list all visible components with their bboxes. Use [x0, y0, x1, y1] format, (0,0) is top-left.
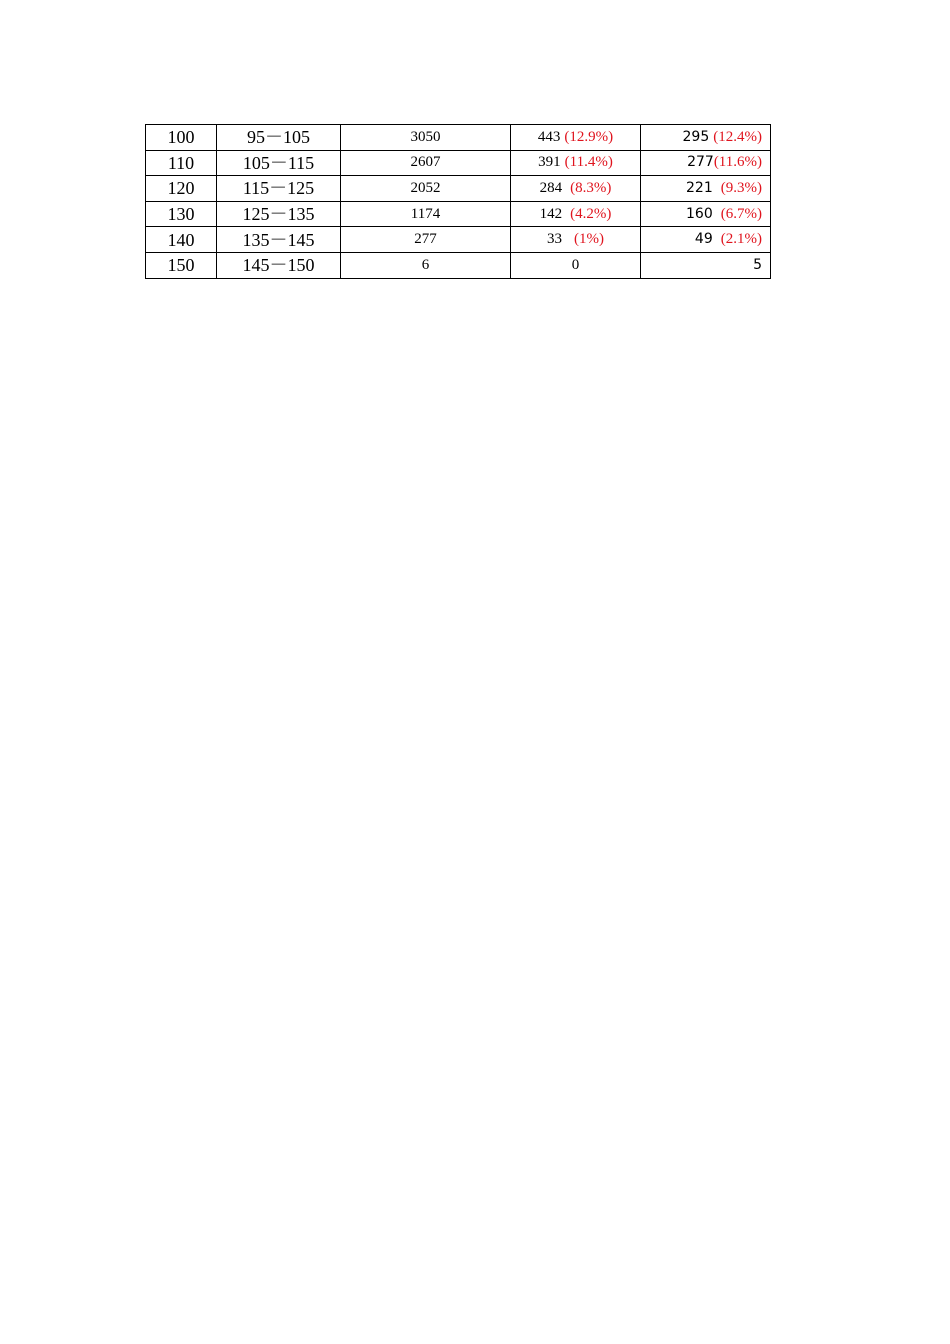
count-b-cell — [641, 227, 771, 253]
table-row — [146, 125, 771, 151]
count-b-percent: (6.7%) — [720, 205, 762, 222]
count-a-cell — [511, 176, 641, 202]
range-cell: 95－105 — [217, 125, 341, 151]
score-cell: 100 — [146, 125, 217, 151]
range-cell: 105－115 — [217, 150, 341, 176]
count-a-value: 33 — [547, 231, 562, 248]
count-b-value: 49 — [694, 231, 713, 248]
count-a-value: 0 — [571, 256, 580, 273]
table-row — [146, 252, 771, 278]
total-cell: 3050 — [341, 125, 511, 151]
table-row — [146, 227, 771, 253]
count-a-value: 284 — [539, 179, 563, 196]
range-cell: 135－145 — [217, 227, 341, 253]
count-a-percent: (12.9%) — [564, 128, 614, 145]
count-b-percent: (9.3%) — [720, 179, 762, 196]
count-b-cell — [641, 252, 771, 278]
count-a-value: 391 — [538, 154, 561, 171]
table-row — [146, 176, 771, 202]
total-cell: 2052 — [341, 176, 511, 202]
score-cell: 110 — [146, 150, 217, 176]
total-cell: 1174 — [341, 201, 511, 227]
count-b-cell — [641, 201, 771, 227]
score-cell: 130 — [146, 201, 217, 227]
count-a-cell — [511, 150, 641, 176]
count-b-value: 160 — [686, 205, 713, 222]
count-b-value: 5 — [753, 256, 762, 273]
total-cell: 2607 — [341, 150, 511, 176]
count-a-cell — [511, 125, 641, 151]
count-b-value: 221 — [686, 179, 713, 196]
total-cell: 277 — [341, 227, 511, 253]
count-b-value: 277 — [687, 154, 714, 171]
count-b-cell — [641, 176, 771, 202]
count-b-cell — [641, 125, 771, 151]
total-cell: 6 — [341, 252, 511, 278]
count-a-value: 443 — [537, 128, 561, 145]
count-b-value: 295 — [682, 128, 710, 145]
range-cell: 125－135 — [217, 201, 341, 227]
table-row — [146, 150, 771, 176]
count-a-cell — [511, 201, 641, 227]
range-cell: 115－125 — [217, 176, 341, 202]
count-a-percent: (1%) — [574, 231, 604, 248]
count-b-percent: (11.6%) — [713, 154, 762, 171]
score-cell: 120 — [146, 176, 217, 202]
table-row — [146, 201, 771, 227]
count-a-value: 142 — [539, 205, 563, 222]
score-cell: 140 — [146, 227, 217, 253]
count-a-cell — [511, 227, 641, 253]
count-b-percent: (12.4%) — [713, 128, 762, 145]
count-b-percent: (2.1%) — [720, 231, 762, 248]
count-a-percent: (11.4%) — [564, 154, 613, 171]
score-cell: 150 — [146, 252, 217, 278]
count-a-percent: (4.2%) — [570, 205, 612, 222]
score-distribution-table — [145, 124, 771, 279]
count-b-cell — [641, 150, 771, 176]
count-a-percent: (8.3%) — [570, 179, 612, 196]
range-cell: 145－150 — [217, 252, 341, 278]
count-a-cell — [511, 252, 641, 278]
